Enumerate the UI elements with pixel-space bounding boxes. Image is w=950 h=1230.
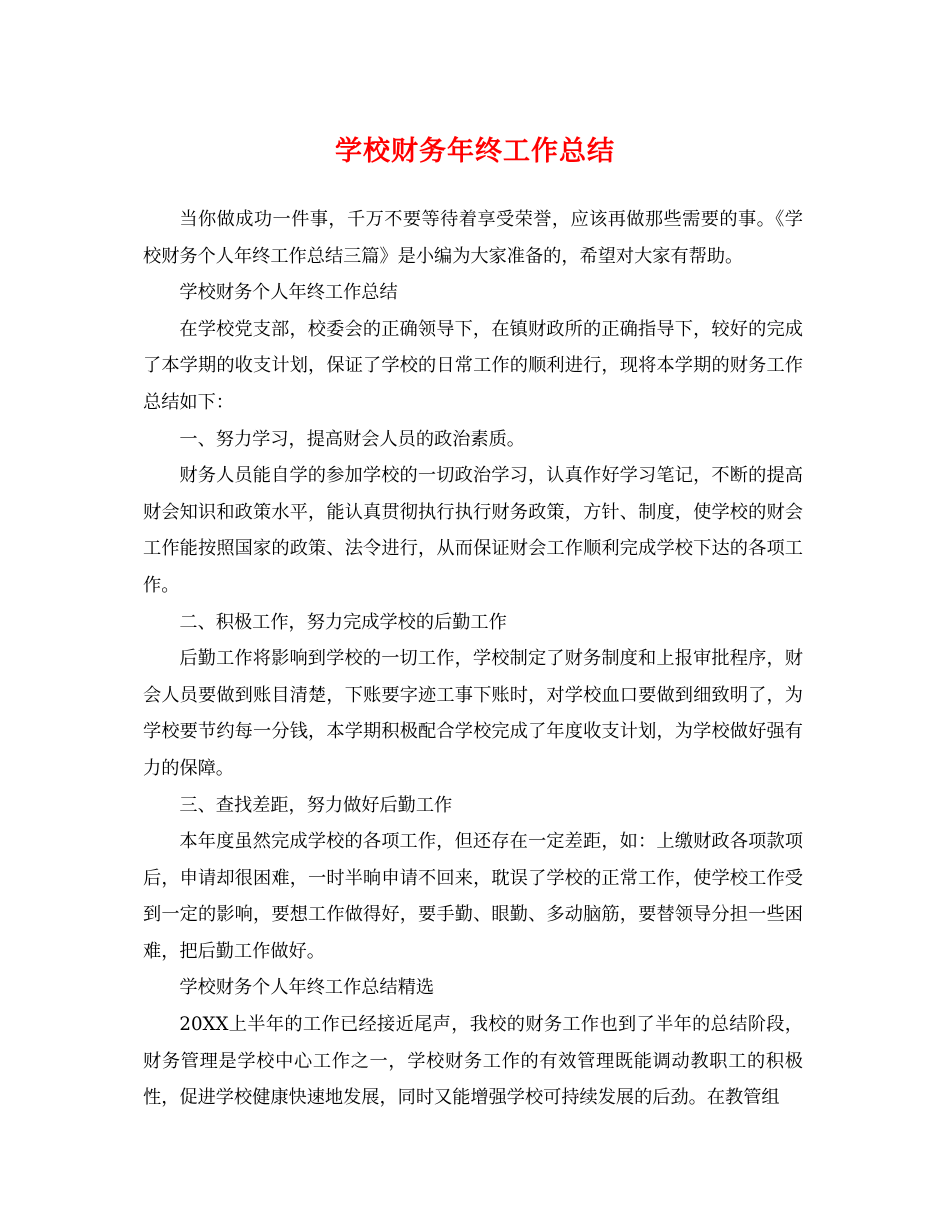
document-body	[143, 202, 803, 1117]
paragraph-intro: 当你做成功一件事，千万不要等待着享受荣誉，应该再做那些需要的事。《学校财务个人年终工作总结三篇》是小编为大家准备的，希望对大家有帮助。	[143, 209, 803, 267]
paragraph: 20XX上半年的工作已经接近尾声，我校的财务工作也到了半年的总结阶段，财务管理是学校中心工作之一，学校财务工作的有效管理既能调动教职工的积极性，促进学校健康快速地发展，同时又能增强学校可持续发展的后劲。在教管组	[143, 1014, 803, 1109]
section-heading: 学校财务个人年终工作总结	[179, 282, 398, 304]
section-heading: 三、查找差距，努力做好后勤工作	[179, 794, 453, 816]
paragraph: 后勤工作将影响到学校的一切工作，学校制定了财务制度和上报审批程序，财会人员要做到账目清楚，下账要字迹工事下账时，对学校血口要做到细致明了，为学校要节约每一分钱，本学期积极配合学校完成了年度收支计划，为学校做好强有力的保障。	[143, 648, 803, 779]
paragraph: 财务人员能自学的参加学校的一切政治学习，认真作好学习笔记，不断的提高财会知识和政策水平，能认真贯彻执行执行财务政策，方针、制度，使学校的财会工作能按照国家的政策、法令进行，从而保证财会工作顺利完成学校下达的各项工作。	[143, 465, 803, 596]
paragraph: 本年度虽然完成学校的各项工作，但还存在一定差距，如：上缴财政各项款项后，申请却很困难，一时半晌申请不回来，耽误了学校的正常工作，使学校工作受到一定的影响，要想工作做得好，要手勤、眼勤、多动脑筋，要替领导分担一些困难，把后勤工作做好。	[143, 831, 803, 962]
document-title: 学校财务年终工作总结	[335, 136, 615, 167]
paragraph: 在学校党支部，校委会的正确领导下，在镇财政所的正确指导下，较好的完成了本学期的收支计划，保证了学校的日常工作的顺利进行，现将本学期的财务工作总结如下：	[143, 318, 803, 413]
section-heading: 二、积极工作，努力完成学校的后勤工作	[179, 611, 507, 633]
section-heading: 学校财务个人年终工作总结精选	[179, 977, 435, 999]
section-heading: 一、努力学习，提高财会人员的政治素质。	[179, 428, 525, 450]
